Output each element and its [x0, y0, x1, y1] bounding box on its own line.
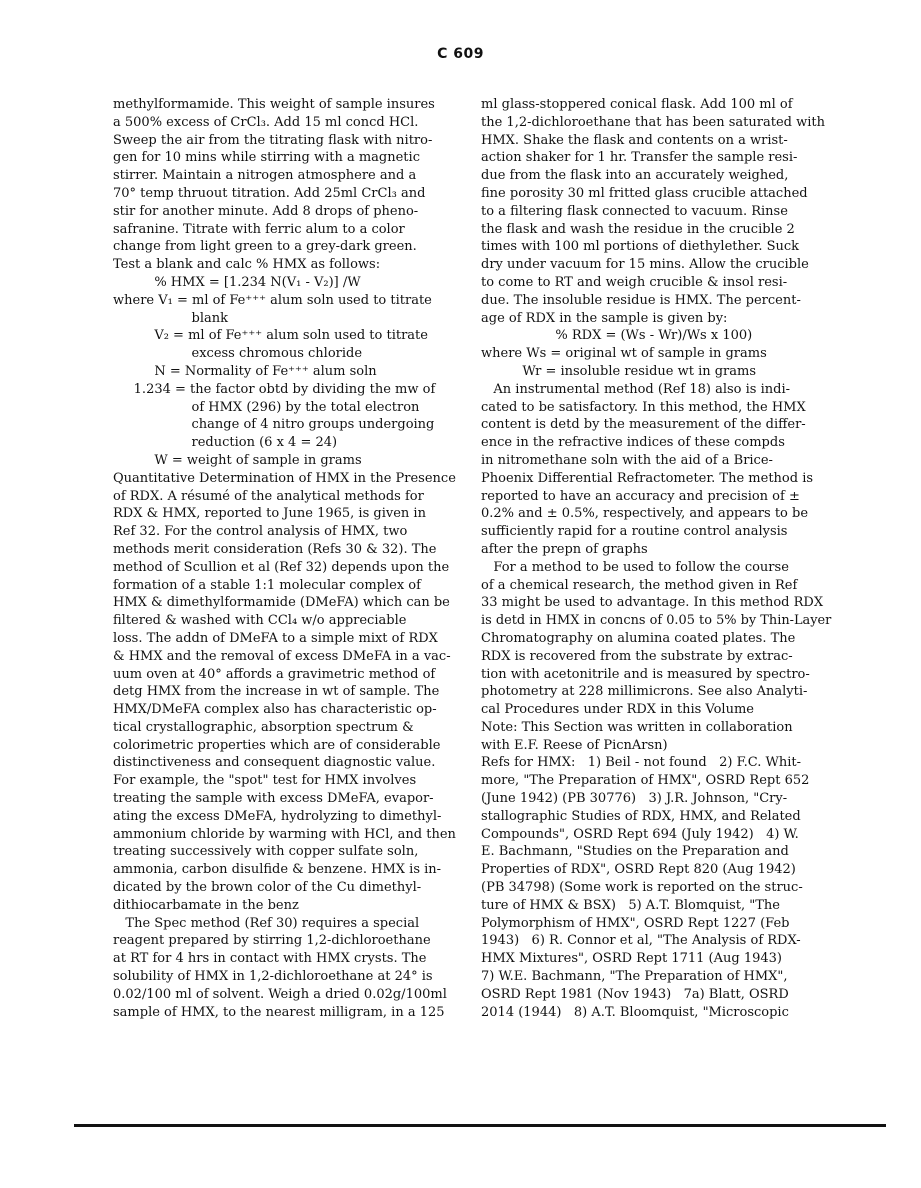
text-line: Compounds", OSRD Rept 694 (July 1942) 4) W. — [481, 826, 799, 842]
text-line: change of 4 nitro groups undergoing — [113, 417, 435, 433]
text-line: HMX Mixtures", OSRD Rept 1711 (Aug 1943) — [481, 951, 782, 967]
text-line: content is detd by the measurement of the differ- — [481, 417, 806, 433]
text-line: ating the excess DMeFA, hydrolyzing to dimethyl- — [113, 808, 442, 824]
text-line: % HMX = [1.234 N(V₁ - V₂)] /W — [113, 274, 361, 290]
text-line: (PB 34798) (Some work is reported on the struc- — [481, 880, 803, 896]
text-line: dithiocarbamate in the benz — [113, 897, 299, 913]
text-line: 33 might be used to advantage. In this method RDX — [481, 595, 824, 611]
text-line: 2014 (1944) 8) A.T. Bloomquist, "Microscopic — [481, 1004, 789, 1020]
text-line: of HMX (296) by the total electron — [113, 399, 420, 415]
text-line: blank — [113, 310, 228, 326]
text-line: loss. The addn of DMeFA to a simple mixt of RDX — [113, 630, 438, 646]
text-line: with E.F. Reese of PicnArsn) — [481, 737, 668, 753]
text-line: uum oven at 40° affords a gravimetric method of — [113, 666, 436, 682]
text-line: Properties of RDX", OSRD Rept 820 (Aug 1942) — [481, 862, 796, 878]
text-line: An instrumental method (Ref 18) also is indi- — [481, 381, 791, 397]
text-line: solubility of HMX in 1,2-dichloroethane at 24° is — [113, 969, 433, 985]
text-line: Refs for HMX: 1) Beil - not found 2) F.C. Whit- — [481, 755, 801, 771]
text-line: RDX is recovered from the substrate by extrac- — [481, 648, 793, 664]
text-line: treating the sample with excess DMeFA, evapor- — [113, 791, 434, 807]
text-line: 7) W.E. Bachmann, "The Preparation of HMX", — [481, 969, 788, 985]
text-line: tical crystallographic, absorption spectrum & — [113, 719, 414, 735]
text-line: N = Normality of Fe⁺⁺⁺ alum soln — [113, 363, 377, 379]
text-line: of a chemical research, the method given in Ref — [481, 577, 798, 593]
text-line: ml glass-stoppered conical flask. Add 100 ml of — [481, 97, 793, 112]
text-line: gen for 10 mins while stirring with a magnetic — [113, 150, 420, 166]
text-line: ence in the refractive indices of these compds — [481, 435, 785, 451]
text-line: in nitromethane soln with the aid of a Brice- — [481, 452, 773, 468]
text-line: times with 100 ml portions of diethylether. Suck — [481, 239, 800, 255]
footer-rule — [74, 1124, 886, 1127]
text-line: reduction (6 x 4 = 24) — [113, 435, 338, 451]
text-line: more, "The Preparation of HMX", OSRD Rept 652 — [481, 773, 810, 789]
text-line: reagent prepared by stirring 1,2-dichloroethane — [113, 933, 431, 949]
text-line: fine porosity 30 ml fritted glass crucible attached — [481, 185, 808, 201]
text-line: For a method to be used to follow the course — [481, 559, 789, 575]
text-line: to come to RT and weigh crucible & insol resi- — [481, 274, 788, 290]
text-line: where V₁ = ml of Fe⁺⁺⁺ alum soln used to titrate — [113, 292, 432, 308]
text-line: For example, the "spot" test for HMX involves — [113, 773, 417, 789]
text-line: sample of HMX, to the nearest milligram, in a 125 — [113, 1004, 445, 1020]
text-line: of RDX. A résumé of the analytical methods for — [113, 488, 424, 504]
text-line: due from the flask into an accurately weighed, — [481, 168, 789, 184]
text-line: safranine. Titrate with ferric alum to a color — [113, 221, 405, 237]
text-line: OSRD Rept 1981 (Nov 1943) 7a) Blatt, OSRD — [481, 986, 789, 1002]
text-line: cated to be satisfactory. In this method, the HMX — [481, 399, 806, 415]
text-line: treating successively with copper sulfate soln, — [113, 844, 419, 860]
text-line: Ref 32. For the control analysis of HMX, two — [113, 524, 408, 540]
text-line: HMX. Shake the flask and contents on a wrist- — [481, 132, 788, 148]
text-line: age of RDX in the sample is given by: — [481, 310, 728, 326]
text-line: ammonium chloride by warming with HCl, and then — [113, 826, 456, 842]
text-line: Chromatography on alumina coated plates. The — [481, 630, 796, 646]
text-line: stallographic Studies of RDX, HMX, and Related — [481, 808, 801, 824]
text-line: ammonia, carbon disulfide & benzene. HMX is in- — [113, 862, 442, 878]
text-line: stirrer. Maintain a nitrogen atmosphere and a — [113, 168, 417, 184]
text-line: method of Scullion et al (Ref 32) depends upon the — [113, 559, 450, 575]
text-line: cal Procedures under RDX in this Volume — [481, 702, 754, 718]
text-line: 0.2% and ± 0.5%, respectively, and appears to be — [481, 506, 809, 522]
right-text-column — [481, 96, 831, 1021]
text-line: Wr = insoluble residue wt in grams — [481, 363, 757, 379]
text-line: RDX & HMX, reported to June 1965, is given in — [113, 506, 426, 522]
text-line: HMX/DMeFA complex also has characteristic op- — [113, 702, 437, 718]
text-line: Quantitative Determination of HMX in the Presence — [113, 470, 456, 486]
text-line: (June 1942) (PB 30776) 3) J.R. Johnson, "Cry- — [481, 791, 788, 807]
text-line: Phoenix Differential Refractometer. The method is — [481, 470, 814, 486]
text-line: excess chromous chloride — [113, 346, 363, 362]
text-line: the 1,2-dichloroethane that has been saturated with — [481, 114, 825, 130]
text-line: is detd in HMX in concns of 0.05 to 5% by Thin-Layer — [481, 613, 832, 629]
text-line: % RDX = (Ws - Wr)/Ws x 100) — [481, 328, 753, 344]
text-line: E. Bachmann, "Studies on the Preparation and — [481, 844, 789, 860]
text-line: stir for another minute. Add 8 drops of pheno- — [113, 203, 419, 219]
text-line: sufficiently rapid for a routine control analysis — [481, 524, 788, 540]
text-line: detg HMX from the increase in wt of sample. The — [113, 684, 440, 700]
text-line: after the prepn of graphs — [481, 541, 648, 557]
text-line: Test a blank and calc % HMX as follows: — [113, 257, 381, 273]
text-line: tion with acetonitrile and is measured by spectro- — [481, 666, 810, 682]
text-line: V₂ = ml of Fe⁺⁺⁺ alum soln used to titrate — [113, 328, 428, 344]
text-line: 0.02/100 ml of solvent. Weigh a dried 0.02g/100ml — [113, 986, 447, 1002]
text-line: The Spec method (Ref 30) requires a special — [113, 915, 420, 931]
text-line: reported to have an accuracy and precision of ± — [481, 488, 800, 504]
text-line: HMX & dimethylformamide (DMeFA) which can be — [113, 595, 450, 611]
text-line: a 500% excess of CrCl₃. Add 15 ml concd HCl. — [113, 114, 419, 130]
left-text-column — [113, 96, 458, 1021]
text-line: formation of a stable 1:1 molecular complex of — [113, 577, 421, 593]
text-line: photometry at 228 millimicrons. See also Analyti- — [481, 684, 808, 700]
text-line: 1943) 6) R. Connor et al, "The Analysis of RDX- — [481, 933, 801, 949]
text-line: where Ws = original wt of sample in grams — [481, 346, 767, 362]
text-line: change from light green to a grey-dark green. — [113, 239, 417, 255]
text-line: W = weight of sample in grams — [113, 452, 362, 468]
text-line: distinctiveness and consequent diagnostic value. — [113, 755, 436, 771]
text-line: colorimetric properties which are of considerable — [113, 737, 441, 753]
text-line: & HMX and the removal of excess DMeFA in a vac- — [113, 648, 451, 664]
text-line: Polymorphism of HMX", OSRD Rept 1227 (Feb — [481, 915, 790, 931]
text-line: filtered & washed with CCl₄ w/o appreciable — [113, 613, 407, 629]
text-line: Sweep the air from the titrating flask with nitro- — [113, 132, 433, 148]
text-line: methylformamide. This weight of sample insures — [113, 97, 435, 112]
page-number: C 609 — [437, 46, 484, 62]
text-line: the flask and wash the residue in the crucible 2 — [481, 221, 795, 237]
text-line: 1.234 = the factor obtd by dividing the mw of — [113, 381, 436, 397]
text-line: dicated by the brown color of the Cu dimethyl- — [113, 880, 422, 896]
text-line: to a filtering flask connected to vacuum. Rinse — [481, 203, 788, 219]
text-line: due. The insoluble residue is HMX. The percent- — [481, 292, 801, 308]
text-line: methods merit consideration (Refs 30 & 32). The — [113, 541, 437, 557]
text-line: at RT for 4 hrs in contact with HMX crysts. The — [113, 951, 427, 967]
text-line: action shaker for 1 hr. Transfer the sample resi- — [481, 150, 798, 166]
text-line: dry under vacuum for 15 mins. Allow the crucible — [481, 257, 809, 273]
text-line: ture of HMX & BSX) 5) A.T. Blomquist, "The — [481, 897, 780, 913]
text-line: 70° temp thruout titration. Add 25ml CrCl₃ and — [113, 185, 426, 201]
text-line: Note: This Section was written in collaboration — [481, 719, 793, 735]
